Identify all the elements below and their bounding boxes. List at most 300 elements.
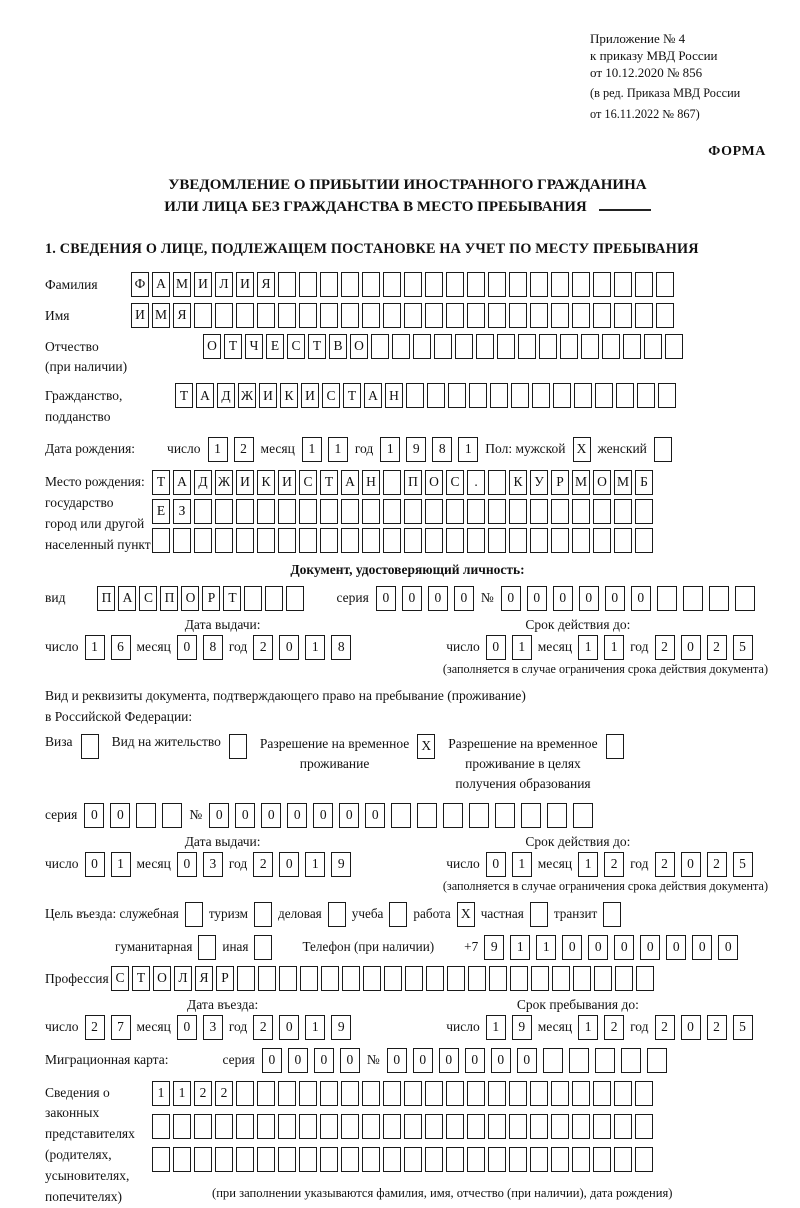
- char-cell[interactable]: [446, 499, 464, 524]
- char-cell[interactable]: 9: [484, 935, 504, 960]
- char-cell[interactable]: [405, 966, 423, 991]
- char-cell[interactable]: [518, 334, 536, 359]
- char-cell[interactable]: [363, 966, 381, 991]
- char-cell[interactable]: 1: [604, 635, 624, 660]
- char-cell[interactable]: 0: [666, 935, 686, 960]
- char-cell[interactable]: [635, 528, 653, 553]
- char-cell[interactable]: [647, 1048, 667, 1073]
- char-cell[interactable]: 6: [111, 635, 131, 660]
- char-cell[interactable]: 1: [578, 635, 598, 660]
- char-cell[interactable]: 0: [486, 635, 506, 660]
- char-cell[interactable]: [683, 586, 703, 611]
- char-cell[interactable]: [286, 586, 304, 611]
- char-cell[interactable]: [446, 528, 464, 553]
- char-cell[interactable]: Т: [308, 334, 326, 359]
- char-cell[interactable]: [162, 803, 182, 828]
- char-cell[interactable]: [383, 303, 401, 328]
- char-cell[interactable]: С: [139, 586, 157, 611]
- char-cell[interactable]: [593, 1114, 611, 1139]
- char-cell[interactable]: Д: [217, 383, 235, 408]
- char-cell[interactable]: [476, 334, 494, 359]
- char-cell[interactable]: [594, 966, 612, 991]
- char-cell[interactable]: X: [457, 902, 475, 927]
- char-cell[interactable]: [425, 1114, 443, 1139]
- char-cell[interactable]: [656, 303, 674, 328]
- char-cell[interactable]: [735, 586, 755, 611]
- char-cell[interactable]: 0: [177, 1015, 197, 1040]
- char-cell[interactable]: [469, 803, 489, 828]
- char-cell[interactable]: [635, 1114, 653, 1139]
- char-cell[interactable]: [81, 734, 99, 759]
- char-cell[interactable]: 0: [681, 1015, 701, 1040]
- char-cell[interactable]: [551, 272, 569, 297]
- char-cell[interactable]: [194, 1147, 212, 1172]
- char-cell[interactable]: П: [160, 586, 178, 611]
- char-cell[interactable]: [362, 499, 380, 524]
- char-cell[interactable]: [215, 1147, 233, 1172]
- char-cell[interactable]: [572, 1114, 590, 1139]
- char-cell[interactable]: Т: [223, 586, 241, 611]
- char-cell[interactable]: [278, 1147, 296, 1172]
- char-cell[interactable]: 2: [253, 852, 273, 877]
- char-cell[interactable]: [521, 803, 541, 828]
- char-cell[interactable]: И: [278, 470, 296, 495]
- char-cell[interactable]: [539, 334, 557, 359]
- char-cell[interactable]: [236, 499, 254, 524]
- char-cell[interactable]: Т: [175, 383, 193, 408]
- char-cell[interactable]: [581, 334, 599, 359]
- char-cell[interactable]: [254, 902, 272, 927]
- char-cell[interactable]: С: [287, 334, 305, 359]
- char-cell[interactable]: 2: [85, 1015, 105, 1040]
- char-cell[interactable]: 7: [111, 1015, 131, 1040]
- char-cell[interactable]: [413, 334, 431, 359]
- char-cell[interactable]: И: [259, 383, 277, 408]
- char-cell[interactable]: [469, 383, 487, 408]
- char-cell[interactable]: 1: [578, 1015, 598, 1040]
- char-cell[interactable]: Р: [216, 966, 234, 991]
- char-cell[interactable]: [383, 1114, 401, 1139]
- char-cell[interactable]: [467, 272, 485, 297]
- char-cell[interactable]: [427, 383, 445, 408]
- char-cell[interactable]: [497, 334, 515, 359]
- char-cell[interactable]: 1: [302, 437, 322, 462]
- char-cell[interactable]: [236, 528, 254, 553]
- char-cell[interactable]: .: [467, 470, 485, 495]
- char-cell[interactable]: Р: [551, 470, 569, 495]
- char-cell[interactable]: [392, 334, 410, 359]
- char-cell[interactable]: [595, 1048, 615, 1073]
- char-cell[interactable]: Н: [362, 470, 380, 495]
- char-cell[interactable]: [152, 1147, 170, 1172]
- char-cell[interactable]: [320, 528, 338, 553]
- char-cell[interactable]: [593, 528, 611, 553]
- char-cell[interactable]: 2: [655, 852, 675, 877]
- char-cell[interactable]: [531, 966, 549, 991]
- char-cell[interactable]: В: [329, 334, 347, 359]
- char-cell[interactable]: 0: [527, 586, 547, 611]
- char-cell[interactable]: А: [341, 470, 359, 495]
- char-cell[interactable]: [446, 1114, 464, 1139]
- char-cell[interactable]: О: [203, 334, 221, 359]
- char-cell[interactable]: [530, 272, 548, 297]
- char-cell[interactable]: 0: [177, 635, 197, 660]
- char-cell[interactable]: 0: [491, 1048, 511, 1073]
- char-cell[interactable]: [551, 1147, 569, 1172]
- char-cell[interactable]: 0: [428, 586, 448, 611]
- char-cell[interactable]: [446, 1147, 464, 1172]
- char-cell[interactable]: 0: [562, 935, 582, 960]
- char-cell[interactable]: [278, 303, 296, 328]
- char-cell[interactable]: 0: [235, 803, 255, 828]
- char-cell[interactable]: [551, 1114, 569, 1139]
- char-cell[interactable]: [362, 1114, 380, 1139]
- char-cell[interactable]: [341, 1081, 359, 1106]
- char-cell[interactable]: 0: [579, 586, 599, 611]
- char-cell[interactable]: 0: [465, 1048, 485, 1073]
- char-cell[interactable]: [257, 303, 275, 328]
- char-cell[interactable]: 1: [380, 437, 400, 462]
- char-cell[interactable]: [623, 334, 641, 359]
- char-cell[interactable]: [215, 1114, 233, 1139]
- char-cell[interactable]: [404, 1114, 422, 1139]
- char-cell[interactable]: 0: [261, 803, 281, 828]
- char-cell[interactable]: [467, 303, 485, 328]
- char-cell[interactable]: [194, 528, 212, 553]
- char-cell[interactable]: О: [425, 470, 443, 495]
- char-cell[interactable]: И: [301, 383, 319, 408]
- char-cell[interactable]: [299, 1114, 317, 1139]
- char-cell[interactable]: Н: [385, 383, 403, 408]
- char-cell[interactable]: Ж: [238, 383, 256, 408]
- char-cell[interactable]: [236, 1114, 254, 1139]
- char-cell[interactable]: Я: [173, 303, 191, 328]
- char-cell[interactable]: [572, 303, 590, 328]
- char-cell[interactable]: [443, 803, 463, 828]
- char-cell[interactable]: 1: [111, 852, 131, 877]
- char-cell[interactable]: [417, 803, 437, 828]
- char-cell[interactable]: 0: [262, 1048, 282, 1073]
- char-cell[interactable]: [636, 966, 654, 991]
- char-cell[interactable]: [341, 528, 359, 553]
- char-cell[interactable]: [593, 1081, 611, 1106]
- char-cell[interactable]: [299, 272, 317, 297]
- char-cell[interactable]: [278, 1114, 296, 1139]
- char-cell[interactable]: 3: [203, 852, 223, 877]
- char-cell[interactable]: 9: [331, 852, 351, 877]
- char-cell[interactable]: [635, 303, 653, 328]
- char-cell[interactable]: Е: [266, 334, 284, 359]
- char-cell[interactable]: [136, 803, 156, 828]
- char-cell[interactable]: [320, 303, 338, 328]
- char-cell[interactable]: [543, 1048, 563, 1073]
- char-cell[interactable]: [615, 966, 633, 991]
- char-cell[interactable]: [384, 966, 402, 991]
- char-cell[interactable]: [467, 1081, 485, 1106]
- char-cell[interactable]: Ч: [245, 334, 263, 359]
- char-cell[interactable]: [404, 303, 422, 328]
- char-cell[interactable]: 2: [604, 852, 624, 877]
- char-cell[interactable]: [530, 902, 548, 927]
- char-cell[interactable]: Т: [343, 383, 361, 408]
- char-cell[interactable]: 0: [517, 1048, 537, 1073]
- char-cell[interactable]: 2: [707, 852, 727, 877]
- char-cell[interactable]: [614, 528, 632, 553]
- char-cell[interactable]: Л: [215, 272, 233, 297]
- char-cell[interactable]: [495, 803, 515, 828]
- char-cell[interactable]: [278, 272, 296, 297]
- char-cell[interactable]: Я: [195, 966, 213, 991]
- char-cell[interactable]: З: [173, 499, 191, 524]
- char-cell[interactable]: 1: [328, 437, 348, 462]
- char-cell[interactable]: [488, 499, 506, 524]
- char-cell[interactable]: [446, 1081, 464, 1106]
- char-cell[interactable]: [602, 334, 620, 359]
- char-cell[interactable]: М: [572, 470, 590, 495]
- char-cell[interactable]: П: [97, 586, 115, 611]
- char-cell[interactable]: 2: [655, 635, 675, 660]
- char-cell[interactable]: [362, 272, 380, 297]
- char-cell[interactable]: 5: [733, 635, 753, 660]
- char-cell[interactable]: 0: [314, 1048, 334, 1073]
- char-cell[interactable]: 0: [439, 1048, 459, 1073]
- char-cell[interactable]: [530, 303, 548, 328]
- char-cell[interactable]: [383, 499, 401, 524]
- char-cell[interactable]: Т: [132, 966, 150, 991]
- char-cell[interactable]: [657, 586, 677, 611]
- char-cell[interactable]: 1: [536, 935, 556, 960]
- char-cell[interactable]: С: [322, 383, 340, 408]
- char-cell[interactable]: [551, 499, 569, 524]
- char-cell[interactable]: [320, 1081, 338, 1106]
- char-cell[interactable]: 2: [253, 1015, 273, 1040]
- char-cell[interactable]: [509, 272, 527, 297]
- char-cell[interactable]: [446, 272, 464, 297]
- char-cell[interactable]: [530, 499, 548, 524]
- char-cell[interactable]: И: [131, 303, 149, 328]
- char-cell[interactable]: 1: [305, 635, 325, 660]
- char-cell[interactable]: 0: [376, 586, 396, 611]
- char-cell[interactable]: [215, 499, 233, 524]
- char-cell[interactable]: 0: [340, 1048, 360, 1073]
- char-cell[interactable]: [425, 303, 443, 328]
- char-cell[interactable]: [320, 1114, 338, 1139]
- char-cell[interactable]: [509, 1081, 527, 1106]
- char-cell[interactable]: [488, 303, 506, 328]
- char-cell[interactable]: [229, 734, 247, 759]
- char-cell[interactable]: [300, 966, 318, 991]
- char-cell[interactable]: Л: [174, 966, 192, 991]
- char-cell[interactable]: А: [364, 383, 382, 408]
- char-cell[interactable]: [425, 528, 443, 553]
- char-cell[interactable]: 0: [402, 586, 422, 611]
- char-cell[interactable]: [509, 528, 527, 553]
- char-cell[interactable]: [593, 499, 611, 524]
- char-cell[interactable]: [341, 272, 359, 297]
- char-cell[interactable]: [320, 1147, 338, 1172]
- char-cell[interactable]: 0: [365, 803, 385, 828]
- char-cell[interactable]: 1: [510, 935, 530, 960]
- char-cell[interactable]: [455, 334, 473, 359]
- char-cell[interactable]: 9: [331, 1015, 351, 1040]
- char-cell[interactable]: [257, 499, 275, 524]
- char-cell[interactable]: [299, 303, 317, 328]
- char-cell[interactable]: [488, 272, 506, 297]
- char-cell[interactable]: [258, 966, 276, 991]
- char-cell[interactable]: 0: [279, 1015, 299, 1040]
- char-cell[interactable]: [530, 1147, 548, 1172]
- char-cell[interactable]: [328, 902, 346, 927]
- char-cell[interactable]: 2: [655, 1015, 675, 1040]
- char-cell[interactable]: [320, 499, 338, 524]
- char-cell[interactable]: [404, 499, 422, 524]
- char-cell[interactable]: М: [152, 303, 170, 328]
- char-cell[interactable]: 5: [733, 852, 753, 877]
- char-cell[interactable]: [279, 966, 297, 991]
- char-cell[interactable]: [509, 1147, 527, 1172]
- char-cell[interactable]: [194, 499, 212, 524]
- char-cell[interactable]: [265, 586, 283, 611]
- char-cell[interactable]: 0: [692, 935, 712, 960]
- char-cell[interactable]: [530, 1081, 548, 1106]
- char-cell[interactable]: О: [181, 586, 199, 611]
- char-cell[interactable]: [404, 528, 422, 553]
- char-cell[interactable]: 0: [85, 852, 105, 877]
- char-cell[interactable]: 0: [279, 635, 299, 660]
- char-cell[interactable]: [321, 966, 339, 991]
- char-cell[interactable]: [488, 1114, 506, 1139]
- char-cell[interactable]: Ж: [215, 470, 233, 495]
- char-cell[interactable]: 0: [631, 586, 651, 611]
- char-cell[interactable]: [489, 966, 507, 991]
- char-cell[interactable]: [551, 528, 569, 553]
- char-cell[interactable]: [257, 1114, 275, 1139]
- char-cell[interactable]: [621, 1048, 641, 1073]
- char-cell[interactable]: 0: [288, 1048, 308, 1073]
- char-cell[interactable]: [299, 528, 317, 553]
- char-cell[interactable]: М: [173, 272, 191, 297]
- char-cell[interactable]: [573, 966, 591, 991]
- char-cell[interactable]: 0: [454, 586, 474, 611]
- char-cell[interactable]: [152, 528, 170, 553]
- char-cell[interactable]: [510, 966, 528, 991]
- char-cell[interactable]: М: [614, 470, 632, 495]
- char-cell[interactable]: [236, 1147, 254, 1172]
- char-cell[interactable]: [709, 586, 729, 611]
- char-cell[interactable]: Т: [152, 470, 170, 495]
- char-cell[interactable]: 2: [707, 1015, 727, 1040]
- char-cell[interactable]: А: [118, 586, 136, 611]
- char-cell[interactable]: [656, 272, 674, 297]
- char-cell[interactable]: [362, 303, 380, 328]
- char-cell[interactable]: 1: [458, 437, 478, 462]
- char-cell[interactable]: [341, 303, 359, 328]
- char-cell[interactable]: 2: [707, 635, 727, 660]
- char-cell[interactable]: [665, 334, 683, 359]
- char-cell[interactable]: [244, 586, 262, 611]
- char-cell[interactable]: [509, 499, 527, 524]
- char-cell[interactable]: [572, 1147, 590, 1172]
- char-cell[interactable]: [391, 803, 411, 828]
- char-cell[interactable]: [595, 383, 613, 408]
- char-cell[interactable]: К: [509, 470, 527, 495]
- char-cell[interactable]: [362, 528, 380, 553]
- char-cell[interactable]: [488, 470, 506, 495]
- char-cell[interactable]: 0: [486, 852, 506, 877]
- char-cell[interactable]: 0: [553, 586, 573, 611]
- char-cell[interactable]: [551, 1081, 569, 1106]
- char-cell[interactable]: [573, 803, 593, 828]
- char-cell[interactable]: [278, 499, 296, 524]
- char-cell[interactable]: [488, 528, 506, 553]
- char-cell[interactable]: [254, 935, 272, 960]
- char-cell[interactable]: 0: [387, 1048, 407, 1073]
- char-cell[interactable]: [362, 1147, 380, 1172]
- char-cell[interactable]: [560, 334, 578, 359]
- char-cell[interactable]: [593, 272, 611, 297]
- char-cell[interactable]: С: [111, 966, 129, 991]
- char-cell[interactable]: [553, 383, 571, 408]
- char-cell[interactable]: [173, 1114, 191, 1139]
- char-cell[interactable]: [185, 902, 203, 927]
- char-cell[interactable]: [299, 1147, 317, 1172]
- char-cell[interactable]: [404, 272, 422, 297]
- char-cell[interactable]: [426, 966, 444, 991]
- char-cell[interactable]: [572, 1081, 590, 1106]
- char-cell[interactable]: 1: [208, 437, 228, 462]
- char-cell[interactable]: [342, 966, 360, 991]
- char-cell[interactable]: [237, 966, 255, 991]
- char-cell[interactable]: [467, 528, 485, 553]
- char-cell[interactable]: [425, 1081, 443, 1106]
- char-cell[interactable]: [574, 383, 592, 408]
- char-cell[interactable]: Я: [257, 272, 275, 297]
- char-cell[interactable]: 0: [501, 586, 521, 611]
- char-cell[interactable]: 1: [486, 1015, 506, 1040]
- char-cell[interactable]: [236, 303, 254, 328]
- char-cell[interactable]: [530, 528, 548, 553]
- char-cell[interactable]: [488, 1081, 506, 1106]
- char-cell[interactable]: [614, 1081, 632, 1106]
- char-cell[interactable]: 0: [287, 803, 307, 828]
- char-cell[interactable]: [383, 1081, 401, 1106]
- char-cell[interactable]: [654, 437, 672, 462]
- char-cell[interactable]: [434, 334, 452, 359]
- char-cell[interactable]: И: [194, 272, 212, 297]
- char-cell[interactable]: 8: [331, 635, 351, 660]
- char-cell[interactable]: А: [152, 272, 170, 297]
- char-cell[interactable]: И: [236, 272, 254, 297]
- char-cell[interactable]: 1: [85, 635, 105, 660]
- char-cell[interactable]: [173, 528, 191, 553]
- char-cell[interactable]: П: [404, 470, 422, 495]
- char-cell[interactable]: С: [299, 470, 317, 495]
- char-cell[interactable]: [341, 1114, 359, 1139]
- char-cell[interactable]: [468, 966, 486, 991]
- char-cell[interactable]: 0: [605, 586, 625, 611]
- char-cell[interactable]: [616, 383, 634, 408]
- char-cell[interactable]: [467, 1114, 485, 1139]
- char-cell[interactable]: [257, 1081, 275, 1106]
- char-cell[interactable]: 1: [305, 1015, 325, 1040]
- char-cell[interactable]: А: [173, 470, 191, 495]
- char-cell[interactable]: Б: [635, 470, 653, 495]
- char-cell[interactable]: [606, 734, 624, 759]
- char-cell[interactable]: 0: [339, 803, 359, 828]
- char-cell[interactable]: [389, 902, 407, 927]
- char-cell[interactable]: [603, 902, 621, 927]
- char-cell[interactable]: [547, 803, 567, 828]
